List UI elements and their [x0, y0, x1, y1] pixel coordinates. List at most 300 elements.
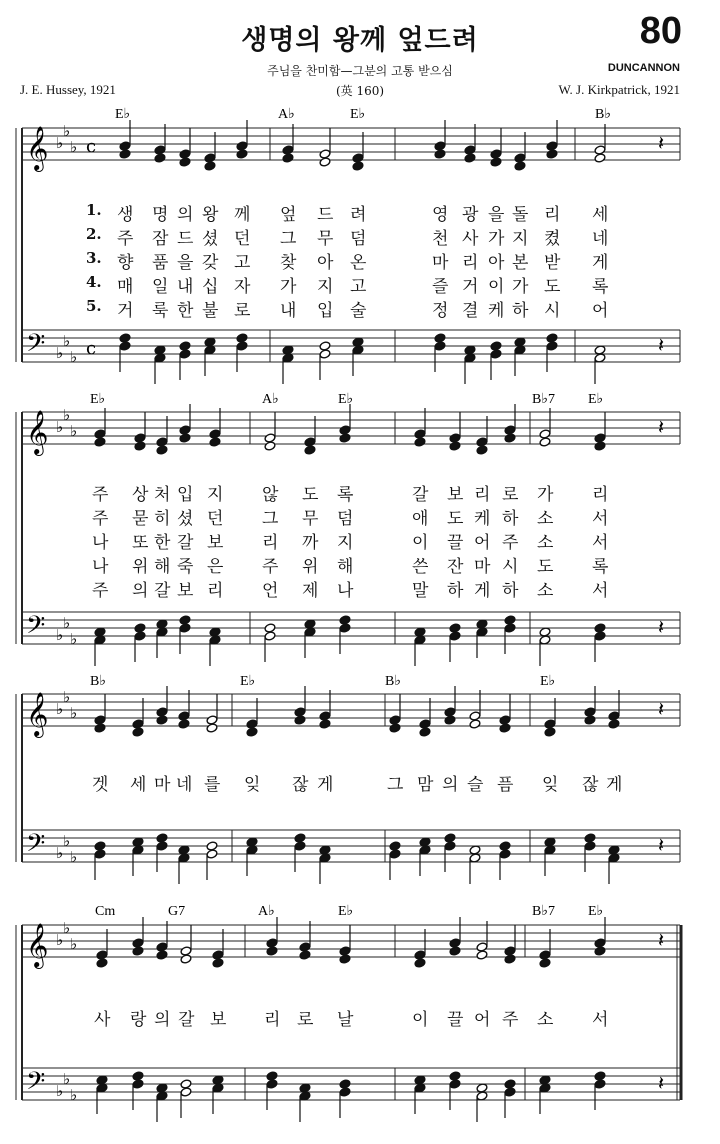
- lyric-syllable: 주: [92, 509, 109, 529]
- lyric-syllable: 애: [412, 509, 429, 529]
- bass-note: [119, 341, 131, 351]
- lyric-syllable: 하: [447, 581, 464, 601]
- treble-note: [319, 149, 331, 159]
- bass-note: [206, 841, 218, 851]
- bass-note: [504, 1079, 516, 1089]
- quarter-rest: 𝄽: [658, 615, 665, 639]
- lyric-syllable: 고: [350, 277, 367, 297]
- flat-sign: ♭: [56, 844, 64, 862]
- treble-note: [594, 145, 606, 155]
- bass-note: [132, 1071, 144, 1081]
- treble-note: [539, 437, 551, 447]
- treble-note: [594, 153, 606, 163]
- lyric-syllable: 해: [154, 557, 171, 577]
- composer: W. J. Kirkpatrick, 1921: [558, 82, 680, 97]
- flat-sign: ♭: [70, 348, 78, 366]
- lyric-syllable: 시: [502, 557, 519, 577]
- lyric-syllable: 리: [592, 485, 609, 505]
- lyric-syllable: 주: [502, 533, 519, 553]
- lyric-syllable: 어: [592, 301, 609, 321]
- treble-note: [449, 946, 461, 956]
- bass-note: [584, 833, 596, 843]
- treble-note: [414, 958, 426, 968]
- chord-symbol: A♭: [278, 107, 295, 122]
- treble-note: [608, 711, 620, 721]
- bass-note: [434, 341, 446, 351]
- treble-note: [449, 938, 461, 948]
- lyric-syllable: 도: [544, 277, 561, 297]
- lyric-syllable: 지: [207, 485, 224, 505]
- common-time-icon: c: [86, 338, 97, 359]
- lyric-syllable: 게: [606, 775, 623, 795]
- lyric-syllable: 도: [302, 485, 319, 505]
- treble-note: [544, 719, 556, 729]
- lyric-syllable: 그: [280, 229, 297, 249]
- treble-note: [469, 719, 481, 729]
- treble-note: [414, 429, 426, 439]
- treble-note: [464, 153, 476, 163]
- chord-symbol: E♭: [588, 392, 604, 407]
- lyric-syllable: 네: [176, 775, 193, 795]
- lyric-syllable: 결: [462, 301, 479, 321]
- lyric-syllable: 리: [544, 205, 561, 225]
- lyric-syllable: 룩: [152, 301, 169, 321]
- quarter-rest: 𝄽: [658, 333, 665, 357]
- treble-note: [469, 711, 481, 721]
- treble-staff: [22, 412, 680, 444]
- lyric-syllable: 드: [317, 205, 334, 225]
- treble-note: [156, 715, 168, 725]
- treble-note: [204, 153, 216, 163]
- lyric-syllable: 그: [262, 509, 279, 529]
- treble-note: [339, 425, 351, 435]
- treble-note: [504, 946, 516, 956]
- verse-number: 1.: [86, 201, 102, 219]
- bass-note: [319, 341, 331, 351]
- bass-note: [490, 341, 502, 351]
- treble-note: [490, 157, 502, 167]
- lyric-syllable: 도: [447, 509, 464, 529]
- lyric-syllable: 무: [302, 509, 319, 529]
- chord-symbol: B♭7: [532, 904, 555, 919]
- lyric-syllable: 영: [432, 205, 449, 225]
- bass-note: [266, 1079, 278, 1089]
- flat-sign: ♭: [70, 935, 78, 953]
- quarter-rest: 𝄽: [658, 928, 665, 952]
- bass-clef-icon: 𝄢: [26, 829, 46, 864]
- lyric-syllable: 아: [488, 253, 505, 273]
- bass-staff: [22, 830, 680, 862]
- lyric-syllable: 하: [502, 509, 519, 529]
- lyric-syllable: 랑: [130, 1010, 147, 1030]
- treble-note: [584, 707, 596, 717]
- lyric-syllable: 리: [264, 1010, 281, 1030]
- bass-note: [490, 349, 502, 359]
- lyricist: J. E. Hussey, 1921: [20, 82, 116, 97]
- treble-note: [180, 946, 192, 956]
- lyric-syllable: 그: [387, 775, 404, 795]
- lyric-syllable: 시: [544, 301, 561, 321]
- lyric-syllable: 향: [117, 253, 134, 273]
- flat-sign: ♭: [70, 138, 78, 156]
- lyric-syllable: 도: [537, 557, 554, 577]
- lyric-syllable: 무: [317, 229, 334, 249]
- treble-note: [352, 161, 364, 171]
- treble-note: [294, 707, 306, 717]
- quarter-rest: 𝄽: [658, 415, 665, 439]
- treble-note: [539, 950, 551, 960]
- treble-note: [339, 946, 351, 956]
- treble-note: [178, 711, 190, 721]
- chord-symbol: B♭: [90, 674, 106, 689]
- lyric-syllable: 말: [412, 581, 429, 601]
- bass-staff: [22, 1068, 680, 1100]
- flat-sign: ♭: [56, 418, 64, 436]
- treble-note: [96, 958, 108, 968]
- bass-note: [236, 333, 248, 343]
- lyric-syllable: 죽: [177, 557, 194, 577]
- bass-note: [132, 1079, 144, 1089]
- verse-number: 5.: [86, 297, 102, 315]
- flat-sign: ♭: [70, 848, 78, 866]
- lyric-syllable: 사: [462, 229, 479, 249]
- chord-symbol: G7: [168, 904, 186, 919]
- lyric-syllable: 이: [412, 533, 429, 553]
- lyric-syllable: 지: [337, 533, 354, 553]
- bass-note: [449, 1079, 461, 1089]
- bass-note: [180, 1079, 192, 1089]
- lyric-syllable: 내: [280, 301, 297, 321]
- treble-note: [132, 719, 144, 729]
- treble-note: [206, 715, 218, 725]
- lyric-syllable: 보: [207, 533, 224, 553]
- treble-note: [419, 719, 431, 729]
- treble-note: [156, 437, 168, 447]
- treble-note: [282, 153, 294, 163]
- treble-note: [299, 950, 311, 960]
- lyric-syllable: 갈: [178, 1010, 195, 1030]
- lyric-syllable: 가: [537, 485, 554, 505]
- treble-note: [134, 441, 146, 451]
- bass-clef-icon: 𝄢: [26, 611, 46, 646]
- lyric-syllable: 보: [447, 485, 464, 505]
- lyric-syllable: 고: [234, 253, 251, 273]
- treble-staff: [22, 694, 680, 726]
- bass-note: [294, 841, 306, 851]
- lyric-syllable: 날: [337, 1010, 354, 1030]
- lyric-syllable: 십: [202, 277, 219, 297]
- treble-note: [264, 441, 276, 451]
- treble-note: [514, 153, 526, 163]
- bass-clef-icon: 𝄢: [26, 1067, 46, 1102]
- treble-note: [594, 938, 606, 948]
- lyric-syllable: 명: [152, 205, 169, 225]
- bass-note: [504, 615, 516, 625]
- lyric-syllable: 제: [302, 581, 319, 601]
- treble-note: [608, 719, 620, 729]
- treble-note: [204, 161, 216, 171]
- lyric-syllable: 서: [592, 1010, 609, 1030]
- flat-sign: ♭: [63, 1070, 71, 1088]
- lyric-syllable: 셨: [177, 509, 194, 529]
- treble-note: [119, 149, 131, 159]
- flat-sign: ♭: [70, 630, 78, 648]
- lyric-syllable: 나: [92, 533, 109, 553]
- bass-note: [339, 1079, 351, 1089]
- lyric-syllable: 하: [502, 581, 519, 601]
- lyric-syllable: 찾: [280, 253, 297, 273]
- treble-note: [414, 437, 426, 447]
- treble-note: [490, 149, 502, 159]
- treble-note: [209, 437, 221, 447]
- treble-clef-icon: 𝄞: [26, 126, 49, 170]
- lyric-syllable: 소: [537, 581, 554, 601]
- lyric-syllable: 게: [317, 775, 334, 795]
- treble-note: [94, 715, 106, 725]
- lyric-syllable: 잖: [582, 775, 599, 795]
- lyric-syllable: 천: [432, 229, 449, 249]
- bass-note: [504, 1087, 516, 1097]
- bass-note: [389, 841, 401, 851]
- treble-note: [449, 441, 461, 451]
- lyric-syllable: 해: [337, 557, 354, 577]
- lyric-syllable: 거: [117, 301, 134, 321]
- treble-note: [209, 429, 221, 439]
- flat-sign: ♭: [56, 626, 64, 644]
- bass-note: [584, 841, 596, 851]
- lyric-syllable: 지: [512, 229, 529, 249]
- lyric-syllable: 마: [154, 775, 171, 795]
- treble-note: [594, 433, 606, 443]
- lyric-syllable: 가: [512, 277, 529, 297]
- lyric-syllable: 맘: [417, 775, 434, 795]
- lyric-syllable: 로: [297, 1010, 314, 1030]
- lyric-syllable: 로: [502, 485, 519, 505]
- bass-note: [444, 833, 456, 843]
- chord-symbol: Cm: [95, 904, 116, 919]
- treble-note: [246, 727, 258, 737]
- treble-note: [179, 157, 191, 167]
- lyric-syllable: 세: [592, 205, 609, 225]
- treble-note: [236, 149, 248, 159]
- chord-symbol: A♭: [262, 392, 279, 407]
- bass-note: [449, 631, 461, 641]
- lyric-syllable: 품: [152, 253, 169, 273]
- treble-clef-icon: 𝄞: [26, 923, 49, 967]
- chord-symbol: B♭: [595, 107, 611, 122]
- lyric-syllable: 을: [488, 205, 505, 225]
- lyric-syllable: 주: [117, 229, 134, 249]
- bass-note: [594, 631, 606, 641]
- flat-sign: ♭: [70, 422, 78, 440]
- lyric-syllable: 서: [592, 533, 609, 553]
- lyric-syllable: 로: [234, 301, 251, 321]
- lyric-syllable: 덤: [350, 229, 367, 249]
- treble-note: [282, 145, 294, 155]
- treble-clef-icon: 𝄞: [26, 692, 49, 736]
- treble-note: [546, 149, 558, 159]
- lyric-syllable: 케: [474, 509, 491, 529]
- treble-note: [476, 950, 488, 960]
- lyric-syllable: 본: [512, 253, 529, 273]
- bass-note: [179, 349, 191, 359]
- treble-note: [212, 950, 224, 960]
- lyric-syllable: 을: [177, 253, 194, 273]
- treble-note: [154, 153, 166, 163]
- lyric-syllable: 왕: [202, 205, 219, 225]
- lyric-syllable: 광: [462, 205, 479, 225]
- lyric-syllable: 잊: [244, 775, 261, 795]
- lyric-syllable: 위: [302, 557, 319, 577]
- treble-note: [444, 707, 456, 717]
- lyric-syllable: 입: [177, 485, 194, 505]
- lyric-syllable: 의: [132, 581, 149, 601]
- treble-note: [319, 719, 331, 729]
- lyric-syllable: 위: [132, 557, 149, 577]
- treble-note: [156, 950, 168, 960]
- lyric-syllable: 던: [234, 229, 251, 249]
- lyric-syllable: 나: [92, 557, 109, 577]
- treble-note: [476, 445, 488, 455]
- lyric-syllable: 덤: [337, 509, 354, 529]
- chord-symbol: B♭7: [532, 392, 555, 407]
- lyric-syllable: 드: [177, 229, 194, 249]
- treble-note: [179, 149, 191, 159]
- flat-sign: ♭: [56, 344, 64, 362]
- lyric-syllable: 슬: [467, 775, 484, 795]
- treble-note: [539, 958, 551, 968]
- lyric-syllable: 정: [432, 301, 449, 321]
- bass-note: [444, 841, 456, 851]
- lyric-syllable: 주: [92, 485, 109, 505]
- lyric-syllable: 온: [350, 253, 367, 273]
- treble-note: [414, 950, 426, 960]
- treble-note: [339, 433, 351, 443]
- bass-note: [94, 849, 106, 859]
- lyric-syllable: 어: [474, 533, 491, 553]
- lyric-syllable: 한: [154, 533, 171, 553]
- treble-note: [264, 433, 276, 443]
- chord-symbol: E♭: [338, 904, 354, 919]
- lyric-syllable: 께: [234, 205, 251, 225]
- lyric-syllable: 를: [204, 775, 221, 795]
- bass-note: [339, 623, 351, 633]
- lyric-syllable: 갈: [412, 485, 429, 505]
- treble-note: [96, 950, 108, 960]
- treble-note: [246, 719, 258, 729]
- lyric-syllable: 게: [592, 253, 609, 273]
- treble-note: [444, 715, 456, 725]
- quarter-rest: 𝄽: [658, 833, 665, 857]
- bass-note: [546, 341, 558, 351]
- lyric-syllable: 내: [177, 277, 194, 297]
- treble-note: [156, 445, 168, 455]
- bass-note: [449, 1071, 461, 1081]
- bass-note: [134, 623, 146, 633]
- treble-note: [156, 707, 168, 717]
- bass-note: [294, 833, 306, 843]
- bass-note: [264, 623, 276, 633]
- lyric-syllable: 끌: [447, 1010, 464, 1030]
- treble-note: [304, 437, 316, 447]
- lyric-syllable: 이: [488, 277, 505, 297]
- lyric-syllable: 주: [92, 581, 109, 601]
- flat-sign: ♭: [63, 122, 71, 140]
- lyric-syllable: 록: [592, 557, 609, 577]
- treble-note: [119, 141, 131, 151]
- lyric-syllable: 보: [177, 581, 194, 601]
- flat-sign: ♭: [56, 700, 64, 718]
- bass-note: [499, 841, 511, 851]
- quarter-rest: 𝄽: [658, 1071, 665, 1095]
- flat-sign: ♭: [70, 704, 78, 722]
- lyric-syllable: 리: [262, 533, 279, 553]
- treble-note: [434, 141, 446, 151]
- lyric-syllable: 의: [442, 775, 459, 795]
- lyric-syllable: 려: [350, 205, 367, 225]
- treble-note: [94, 723, 106, 733]
- bass-note: [434, 333, 446, 343]
- treble-note: [544, 727, 556, 737]
- lyric-syllable: 처: [154, 485, 171, 505]
- bass-note: [134, 631, 146, 641]
- chord-symbol: E♭: [540, 674, 556, 689]
- lyric-syllable: 술: [350, 301, 367, 321]
- chord-symbol: E♭: [588, 904, 604, 919]
- tune-name: DUNCANNON: [607, 62, 680, 74]
- treble-note: [464, 145, 476, 155]
- chord-symbol: A♭: [258, 904, 275, 919]
- lyric-syllable: 일: [152, 277, 169, 297]
- treble-staff: [22, 925, 680, 957]
- lyric-syllable: 거: [462, 277, 479, 297]
- flat-sign: ♭: [63, 919, 71, 937]
- bass-note: [504, 623, 516, 633]
- verse-number: 2.: [86, 225, 102, 243]
- treble-note: [206, 723, 218, 733]
- flat-sign: ♭: [63, 614, 71, 632]
- lyric-syllable: 가: [280, 277, 297, 297]
- lyric-syllable: 리: [474, 485, 491, 505]
- lyric-syllable: 겟: [92, 775, 109, 795]
- lyric-syllable: 가: [488, 229, 505, 249]
- lyric-syllable: 보: [210, 1010, 227, 1030]
- treble-note: [504, 954, 516, 964]
- treble-note: [212, 958, 224, 968]
- bass-note: [449, 623, 461, 633]
- lyric-syllable: 돌: [512, 205, 529, 225]
- lyric-syllable: 아: [317, 253, 334, 273]
- hymn-subtitle: 주님을 찬미함—그분의 고통 받으심: [267, 64, 453, 78]
- treble-note: [132, 938, 144, 948]
- lyric-syllable: 어: [474, 1010, 491, 1030]
- treble-note: [179, 433, 191, 443]
- treble-note: [180, 954, 192, 964]
- treble-note: [299, 942, 311, 952]
- hymn-number: 80: [639, 10, 682, 52]
- lyric-syllable: 록: [337, 485, 354, 505]
- lyric-syllable: 소: [537, 1010, 554, 1030]
- flat-sign: ♭: [56, 1082, 64, 1100]
- lyric-syllable: 지: [317, 277, 334, 297]
- bass-note: [179, 615, 191, 625]
- lyric-syllable: 의: [154, 1010, 171, 1030]
- english-hymn-number: (英 160): [335, 84, 385, 98]
- chord-symbol: B♭: [385, 674, 401, 689]
- lyric-syllable: 생: [117, 205, 134, 225]
- lyric-syllable: 매: [117, 277, 134, 297]
- lyric-syllable: 네: [592, 229, 609, 249]
